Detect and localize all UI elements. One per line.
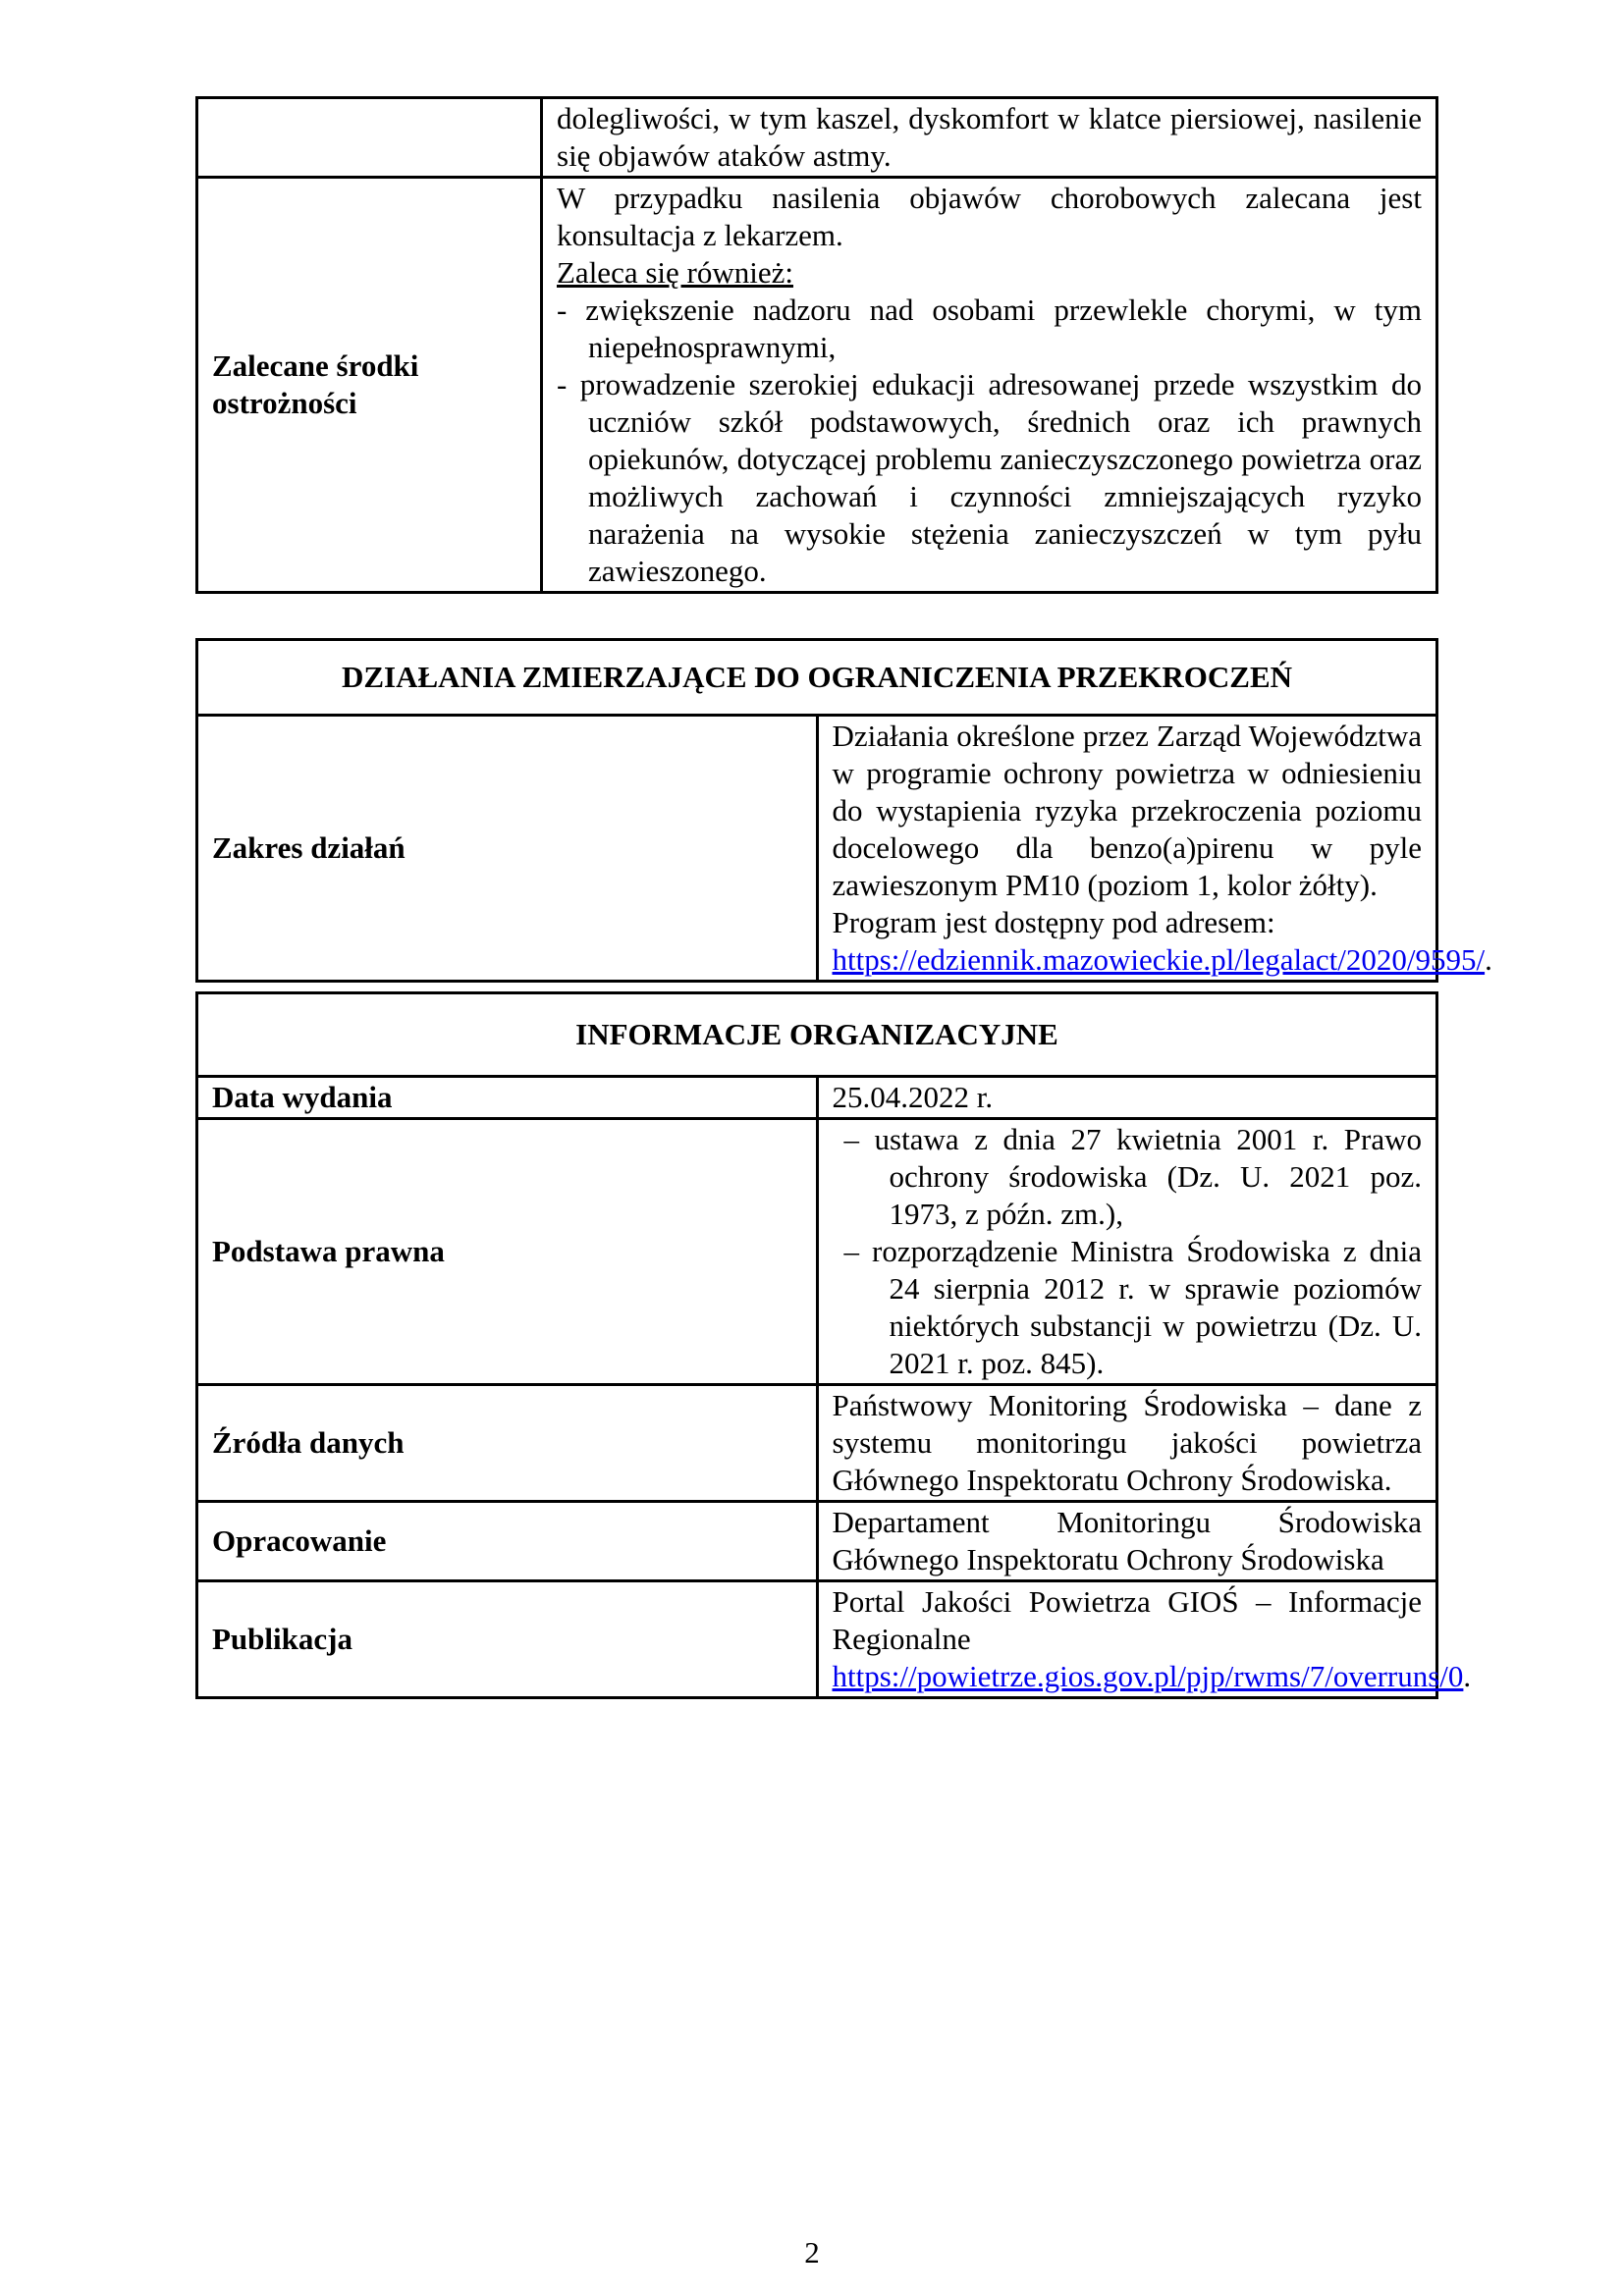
publication-content xyxy=(817,1581,1472,1698)
list-item: - zwiększenie nadzoru nad osobami przewlekle chorymi, w tym niepełnosprawnymi, xyxy=(557,293,1422,364)
consultation-text: W przypadku nasilenia objawów chorobowych zalecana jest konsultacja z lekarzem. xyxy=(557,181,1422,252)
publication-value: Portal Jakości Powietrza GIOŚ – Informacje Regionalne xyxy=(832,1584,1422,1656)
publication-label: Publikacja xyxy=(197,1581,818,1698)
actions-table xyxy=(195,638,1492,983)
data-sources-value: Państwowy Monitoring Środowiska – dane z systemu monitoringu jakości powietrza Głównego Inspektoratu Ochrony Środowiska. xyxy=(817,1385,1437,1502)
precautions-table xyxy=(195,96,1438,594)
list-item: - prowadzenie szerokiej edukacji adresowanej przede wszystkim do uczniów szkół podstawowych, średnich oraz ich prawnych opiekunów, dotyczącej problemu zanieczyszczonego powietrza oraz możliwych zachowań i czynności zmniejszających ryzyko narażenia na wysokie stężenia zanieczyszczeń w tym pyłu zawieszonego. xyxy=(557,367,1422,588)
list-item: – rozporządzenie Ministra Środowiska z dnia 24 sierpnia 2012 r. w sprawie poziomów niektórych substancji w powietrzu (Dz. U. 2021 r. poz. 845). xyxy=(843,1234,1422,1380)
legal-basis-content xyxy=(817,1119,1437,1385)
organizational-info-table xyxy=(195,991,1472,1699)
page-number: 2 xyxy=(804,2235,820,2269)
link-suffix: . xyxy=(1485,942,1492,977)
legal-basis-label: Podstawa prawna xyxy=(197,1119,818,1385)
prepared-by-label: Opracowanie xyxy=(197,1502,818,1581)
scope-content xyxy=(817,716,1492,982)
actions-heading: DZIAŁANIA ZMIERZAJĄCE DO OGRANICZENIA PRZEKROCZEŃ xyxy=(197,640,1437,716)
scope-label: Zakres działań xyxy=(197,716,818,982)
symptoms-text: dolegliwości, w tym kaszel, dyskomfort w klatce piersiowej, nasilenie się objawów ataków astmy. xyxy=(542,98,1437,178)
program-availability-text: Program jest dostępny pod adresem: xyxy=(832,905,1275,939)
org-info-heading: INFORMACJE ORGANIZACYJNE xyxy=(197,993,1437,1077)
precautions-label: Zalecane środki ostrożności xyxy=(197,178,542,593)
list-item: – ustawa z dnia 27 kwietnia 2001 r. Prawo ochrony środowiska (Dz. U. 2021 poz. 1973, z późn. zm.), xyxy=(843,1122,1422,1231)
data-sources-label: Źródła danych xyxy=(197,1385,818,1502)
publication-link[interactable]: https://powietrze.gios.gov.pl/pjp/rwms/7/overruns/0 xyxy=(832,1659,1464,1693)
date-value: 25.04.2022 r. xyxy=(817,1077,1437,1119)
date-label: Data wydania xyxy=(197,1077,818,1119)
program-link[interactable]: https://edziennik.mazowieckie.pl/legalact/2020/9595/ xyxy=(832,942,1486,977)
scope-text: Działania określone przez Zarząd Województwa w programie ochrony powietrza w odniesieniu do wystapienia ryzyka przekroczenia poziomu docelowego dla benzo(a)pirenu w pyle zawieszonym PM10 (poziom 1, kolor żółty). xyxy=(832,719,1422,902)
prepared-by-value: Departament Monitoringu Środowiska Głównego Inspektoratu Ochrony Środowiska xyxy=(817,1502,1437,1581)
precautions-content xyxy=(542,178,1437,593)
empty-label-cell xyxy=(197,98,542,178)
also-recommended-heading: Zaleca się również: xyxy=(557,255,793,290)
link-suffix: . xyxy=(1463,1659,1472,1693)
